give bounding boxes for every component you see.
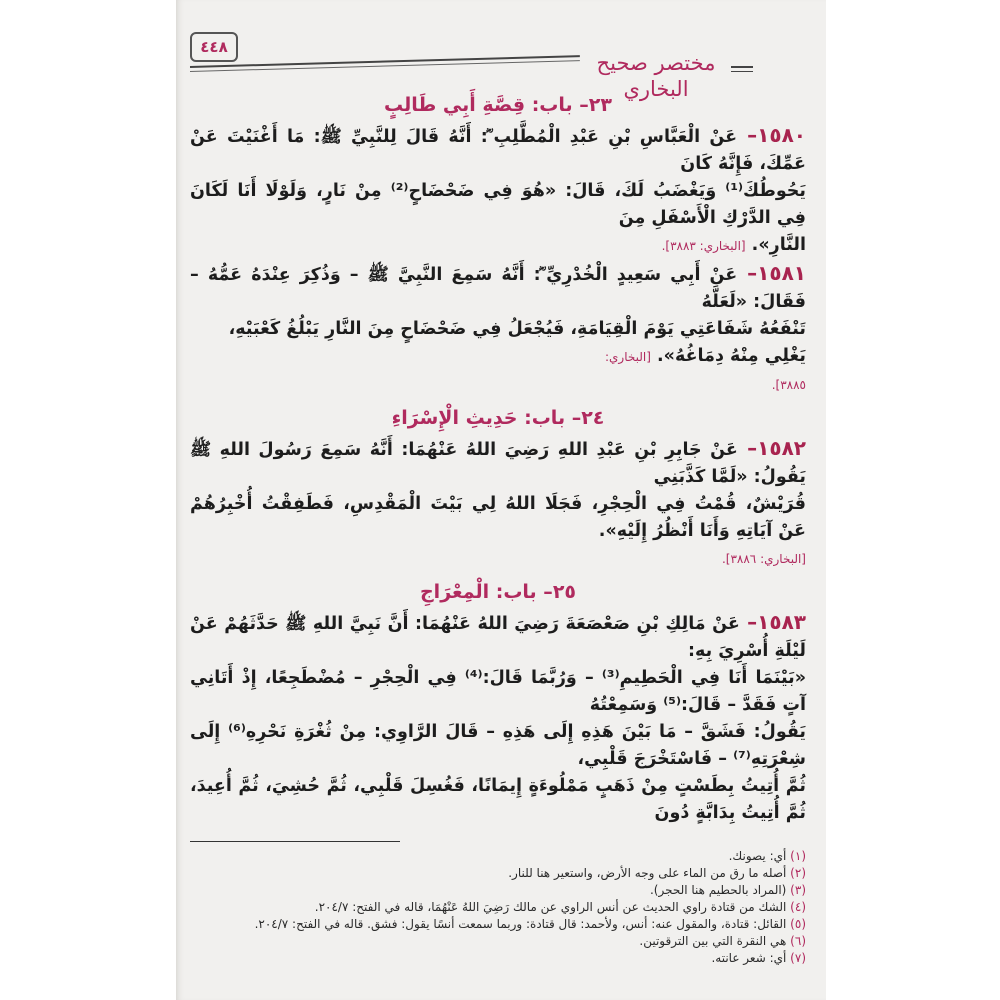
source-citation: [البخاري: ٣٨٨٦]. — [721, 552, 806, 566]
hadith-line — [190, 316, 806, 371]
hadith-section — [190, 92, 806, 827]
hadith-text: يَحُوطُكَ⁽¹⁾ وَيَغْضَبُ لَكَ، قَالَ: «هُوَ فِي ضَحْضَاحٍ⁽²⁾ مِنْ نَارٍ، وَلَوْلَا أَنَا لَكَانَ فِي الدَّرْكِ الْأَسْفَلِ مِنَ — [190, 181, 806, 228]
footnote — [190, 848, 806, 865]
hadith-line — [190, 371, 806, 399]
chapter-heading: ٢٥– باب: الْمِعْرَاجِ — [419, 581, 577, 603]
hadith-text: تَنْفَعُهُ شَفَاعَتِي يَوْمَ الْقِيَامَةِ، فَيُجْعَلُ فِي ضَحْضَاحٍ مِنَ النَّارِ يَبْلُغُ كَعْبَيْهِ، يَغْلِي مِنْهُ دِمَاغُهُ». — [228, 319, 806, 366]
hadith-text: النَّارِ». — [745, 235, 806, 255]
source-citation: [البخاري: — [604, 350, 651, 364]
hadith-text: يَقُولُ: فَشَقَّ – مَا بَيْنَ هَذِهِ إِلَى هَذِهِ – قَالَ الرَّاوِي: مِنْ ثُغْرَةِ نَحْرِهِ⁽⁶⁾ إِلَى شِعْرَتِهِ⁽⁷⁾ – فَاسْتَخْرَجَ قَلْبِي، — [190, 722, 806, 769]
hadith-text: عَنْ مَالِكِ بْنِ صَعْصَعَةَ رَضِيَ اللهُ عَنْهُمَا: أَنَّ نَبِيَّ اللهِ ﷺ حَدَّثَهُمْ عَنْ لَيْلَةِ أُسْرِيَ بِهِ: — [190, 614, 806, 661]
footnote — [190, 882, 806, 899]
footnote-number: (٤) — [786, 900, 806, 914]
footnote-text: هي النقرة التي بين الترقوتين. — [639, 934, 787, 948]
footnote-number: (٥) — [786, 917, 806, 931]
footnote-divider — [190, 841, 400, 842]
footnote-text: أي: شعر عانته. — [711, 951, 787, 965]
book-title: مختصر صحيح البخاري — [596, 51, 716, 101]
hadith-text: عَنْ أَبِي سَعِيدٍ الْخُدْرِيِّ ؓ: أَنَّهُ سَمِعَ النَّبِيَّ ﷺ – وَذُكِرَ عِنْدَهُ عَمُّهُ – فَقَالَ: «لَعَلَّهُ — [190, 265, 806, 312]
book-page — [176, 0, 826, 1000]
footnote-number: (٧) — [786, 951, 806, 965]
footnote — [190, 899, 806, 916]
footnote — [190, 916, 806, 933]
source-citation: ٣٨٨٥]. — [771, 378, 806, 392]
hadith-text: عَنْ الْعَبَّاسِ بْنِ عَبْدِ الْمُطَّلِبِ ؓ: أَنَّهُ قَالَ لِلنَّبِيِّ ﷺ: مَا أَغْنَيْتَ عَنْ عَمِّكَ، فَإِنَّهُ كَانَ — [190, 127, 806, 174]
hadith-text: قُرَيْشٌ، قُمْتُ فِي الْحِجْرِ، فَجَلَا اللهُ لِي بَيْتَ الْمَقْدِسِ، فَطَفِقْتُ أُخْبِرُهُمْ عَنْ آيَاتِهِ وَأَنَا أَنْظُرُ إِلَيْهِ». — [190, 494, 806, 541]
source-citation: [البخاري: ٣٨٨٣]. — [661, 239, 746, 253]
footnote-text: القائل: قتادة، والمقول عنه: أنس، ولأحمد: قال قتادة: وربما سمعت أنسًا يقول: فشق. قاله في الفتح: ٢٠٤/٧. — [254, 917, 787, 931]
footnotes — [190, 848, 806, 967]
footnote-text: أي: يصونك. — [728, 849, 787, 863]
header-rule — [731, 66, 753, 68]
chapter-heading: ٢٤– باب: حَدِيثِ الْإِسْرَاءِ — [391, 407, 605, 429]
hadith-first-line — [190, 609, 806, 665]
footnote — [190, 933, 806, 950]
footnote-number: (١) — [786, 849, 806, 863]
hadith-line — [190, 545, 806, 573]
hadith-line — [190, 665, 806, 719]
hadith-text: ثُمَّ أُتِيتُ بِطَسْتٍ مِنْ ذَهَبٍ مَمْلُوءَةٍ إِيمَانًا، فَغُسِلَ قَلْبِي، ثُمَّ حُشِيَ، ثُمَّ أُعِيدَ، ثُمَّ أُتِيتُ بِدَابَّةٍ دُونَ — [190, 776, 806, 823]
hadith-line — [190, 232, 806, 260]
hadith-line — [190, 773, 806, 827]
footnote-number: (٣) — [786, 883, 806, 897]
hadith-number: ١٥٨٣– — [739, 610, 806, 634]
hadith-number: ١٥٨١– — [737, 261, 806, 285]
page-number: ٤٤٨ — [190, 32, 238, 62]
page-body — [190, 86, 806, 967]
footnote-text: (المراد بالحطيم هنا الحجر). — [649, 883, 787, 897]
hadith-number: ١٥٨٠– — [737, 123, 806, 147]
hadith-text: عَنْ جَابِرِ بْنِ عَبْدِ اللهِ رَضِيَ اللهُ عَنْهُمَا: أَنَّهُ سَمِعَ رَسُولَ اللهِ ﷺ يَقُولُ: «لَمَّا كَذَّبَنِي — [190, 440, 806, 487]
hadith-first-line — [190, 435, 806, 491]
header-rule — [731, 71, 753, 72]
chapter-heading: ٢٣– باب: قِصَّةِ أَبِي طَالِبٍ — [384, 94, 612, 116]
hadith-line — [190, 491, 806, 545]
footnote — [190, 865, 806, 882]
hadith-first-line — [190, 122, 806, 178]
footnote — [190, 950, 806, 967]
hadith-line — [190, 719, 806, 773]
footnote-text: الشك من قتادة راوي الحديث عن أنس الراوي عن مالك رَضِيَ اللهُ عَنْهُمَا، قاله في الفتح: ٢٠٤/٧. — [314, 900, 787, 914]
footnote-number: (٢) — [786, 866, 806, 880]
hadith-line — [190, 178, 806, 232]
hadith-number: ١٥٨٢– — [737, 436, 806, 460]
hadith-text: «بَيْنَمَا أَنَا فِي الْحَطِيمِ⁽³⁾ – وَرُبَّمَا قَالَ:⁽⁴⁾ فِي الْحِجْرِ – مُضْطَجِعًا، إِذْ أَتَانِي آتٍ فَقَدَّ – قَالَ:⁽⁵⁾ وَسَمِعْتُهُ — [190, 668, 807, 715]
footnote-number: (٦) — [786, 934, 806, 948]
footnote-text: أصله ما رق من الماء على وجه الأرض، واستعير هنا للنار. — [508, 866, 787, 880]
hadith-first-line — [190, 260, 806, 316]
